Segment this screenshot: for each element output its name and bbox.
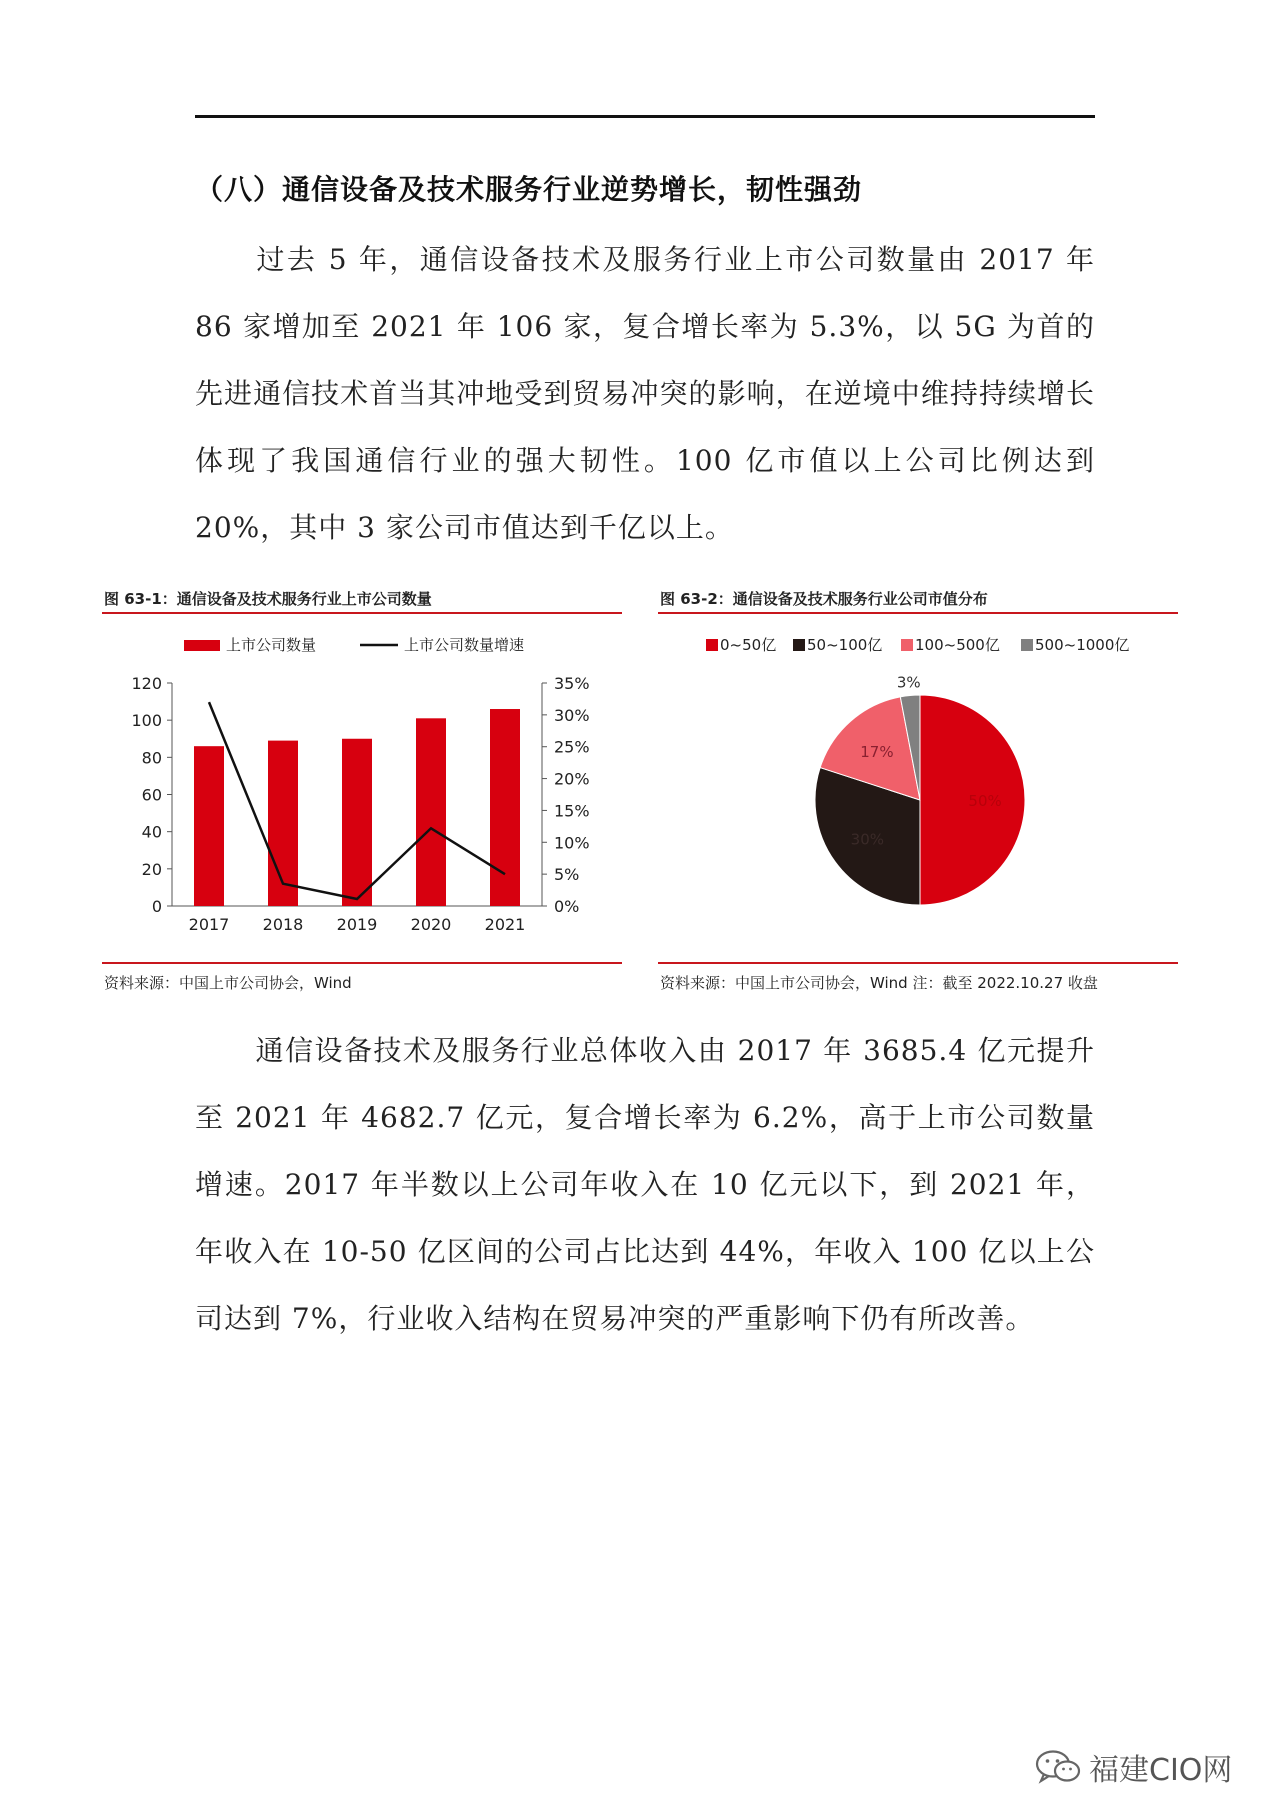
bar-line-chart	[102, 620, 622, 960]
legend-label: 0~50亿	[720, 636, 777, 654]
bar	[194, 746, 224, 906]
y-tick-label-left: 20	[141, 859, 162, 879]
legend-swatch	[901, 639, 913, 651]
legend-swatch	[793, 639, 805, 651]
paragraph-1-text: 过去 5 年，通信设备技术及服务行业上市公司数量由 2017 年 86 家增加至 2021 年 106 家，复合增长率为 5.3%，以 5G 为首的先进通信技术首当其冲地受到贸易冲突的影响，在逆境中维持持续增长体现了我国通信行业的强大韧性。100 亿市值以上公司比例达到 20%，其中 3 家公司市值达到千亿以上。	[195, 243, 1095, 544]
legend-label: 100~500亿	[915, 636, 1000, 654]
legend-label: 500~1000亿	[1035, 636, 1130, 654]
bar	[490, 709, 520, 906]
y-tick-label-left: 40	[141, 822, 162, 842]
figure-1-title: 图 63-1：通信设备及技术服务行业上市公司数量	[104, 590, 432, 608]
watermark	[1035, 1745, 1232, 1789]
figure-2-bottom-rule	[658, 962, 1178, 964]
y-tick-label-right: 5%	[554, 865, 580, 885]
paragraph-1	[195, 226, 1095, 561]
y-tick-label-left: 0	[151, 897, 162, 916]
y-tick-label-right: 15%	[554, 801, 590, 821]
legend-swatch	[1021, 639, 1033, 651]
y-tick-label-right: 0%	[554, 897, 580, 916]
pie-value-label: 3%	[896, 673, 921, 692]
legend-swatch-bar	[184, 640, 220, 651]
pie-value-label: 30%	[850, 830, 885, 849]
y-tick-label-right: 20%	[554, 769, 590, 789]
paragraph-2	[195, 1017, 1095, 1352]
legend-label: 50~100亿	[807, 636, 883, 654]
watermark-text: 福建CIO网	[1089, 1753, 1233, 1788]
y-tick-label-left: 100	[131, 711, 162, 731]
header-rule	[195, 115, 1095, 118]
figure-2-source: 资料来源：中国上市公司协会，Wind 注：截至 2022.10.27 收盘	[660, 974, 1098, 992]
figure-2-title: 图 63-2：通信设备及技术服务行业公司市值分布	[660, 590, 988, 608]
paragraph-2-text: 通信设备技术及服务行业总体收入由 2017 年 3685.4 亿元提升至 2021 年 4682.7 亿元，复合增长率为 6.2%，高于上市公司数量增速。2017 年半数以上公司年收入在 10 亿元以下，到 2021 年，年收入在 10-50 亿区间的公司占比达到 44%，年收入 100 亿以上公司达到 7%，行业收入结构在贸易冲突的严重影响下仍有所改善。	[195, 1034, 1095, 1335]
bar	[342, 739, 372, 906]
x-tick-label: 2021	[484, 915, 526, 934]
x-tick-label: 2019	[336, 915, 378, 934]
legend-label-line: 上市公司数量增速	[404, 636, 525, 654]
y-tick-label-right: 10%	[554, 833, 590, 853]
legend-label-bar: 上市公司数量	[226, 636, 317, 654]
figure-2-top-rule	[658, 612, 1178, 614]
y-tick-label-right: 30%	[554, 705, 590, 725]
y-tick-label-left: 60	[141, 785, 162, 805]
x-tick-label: 2017	[188, 915, 230, 934]
figure-1-bottom-rule	[102, 962, 622, 964]
figure-1-source: 资料来源：中国上市公司协会，Wind	[104, 974, 352, 992]
wechat-icon	[1035, 1749, 1081, 1785]
pie-value-label: 17%	[860, 743, 894, 762]
pie-value-label: 50%	[968, 792, 1002, 810]
y-tick-label-left: 80	[141, 748, 162, 768]
figure-1-top-rule	[102, 612, 622, 614]
legend-swatch	[706, 639, 718, 651]
pie-chart	[658, 620, 1178, 960]
y-tick-label-right: 25%	[554, 737, 590, 757]
x-tick-label: 2018	[262, 915, 304, 934]
y-tick-label-right: 35%	[554, 674, 590, 693]
bar	[416, 718, 446, 906]
y-tick-label-left: 120	[131, 674, 162, 693]
section-title: （八）通信设备及技术服务行业逆势增长，韧性强劲	[195, 173, 863, 206]
x-tick-label: 2020	[410, 915, 452, 934]
